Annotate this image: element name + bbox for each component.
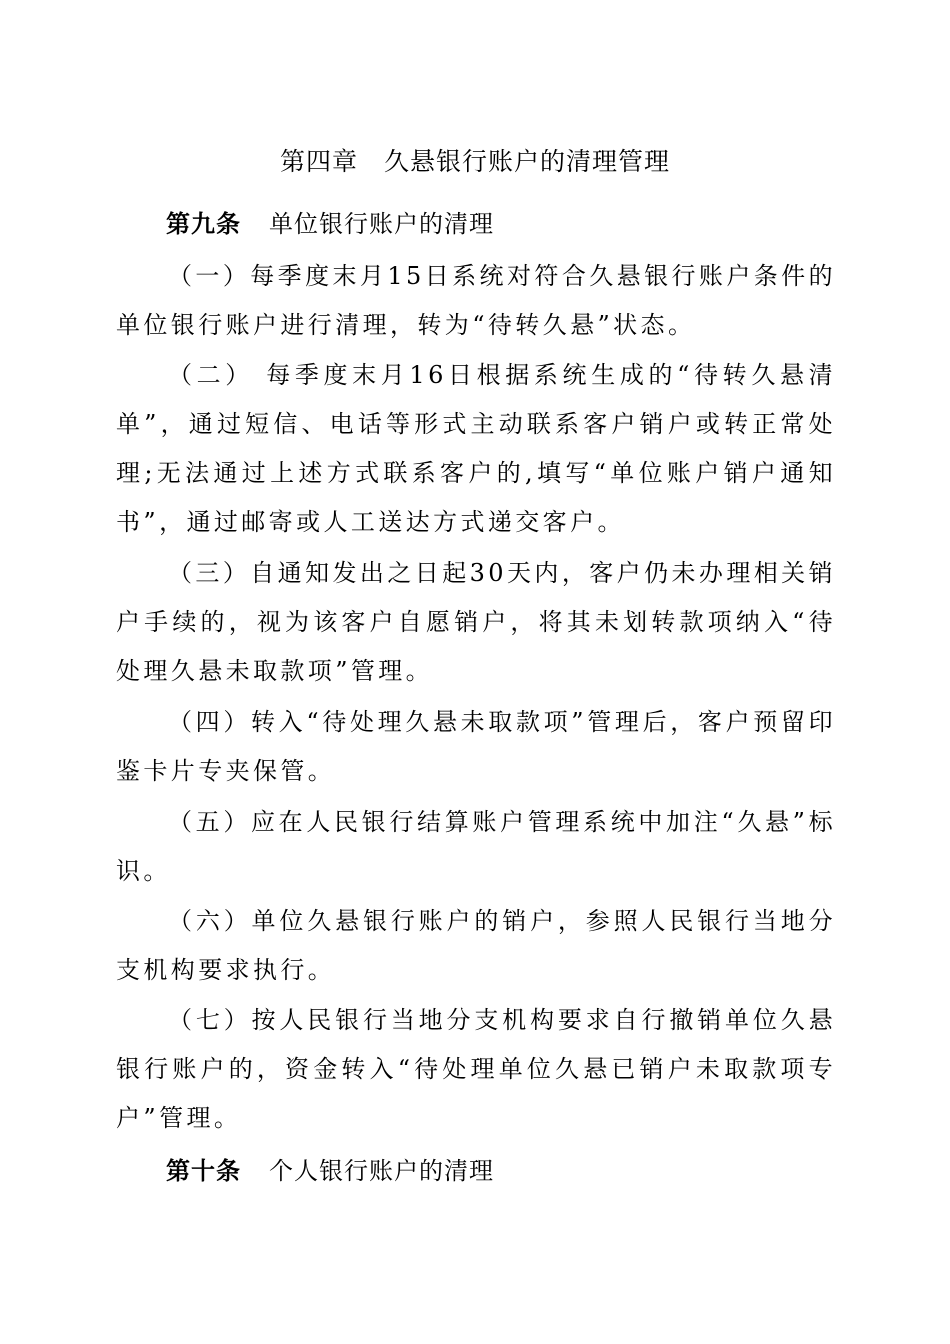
article-number: 第十条 <box>166 1157 241 1185</box>
clause-1: （一）每季度末月15日系统对符合久悬银行账户条件的单位银行账户进行清理，转为“待转久悬”状态。 <box>116 262 836 339</box>
article-topic: 单位银行账户的清理 <box>269 210 494 238</box>
article-heading-10 <box>166 1151 494 1191</box>
clause-4: （四）转入“待处理久悬未取款项”管理后，客户预留印鉴卡片专夹保管。 <box>116 708 836 785</box>
clause-5: （五）应在人民银行结算账户管理系统中加注“久悬”标识。 <box>116 808 836 885</box>
clause-6: （六）单位久悬银行账户的销户，参照人民银行当地分支机构要求执行。 <box>116 907 836 984</box>
article-heading-9 <box>166 204 494 244</box>
chapter-title: 第四章 久悬银行账户的清理管理 <box>279 147 670 176</box>
clause-7: （七）按人民银行当地分支机构要求自行撤销单位久悬银行账户的，资金转入“待处理单位久悬已销户未取款项专户”管理。 <box>116 1006 836 1132</box>
article-number: 第九条 <box>166 210 241 238</box>
clause-3: （三）自通知发出之日起30天内，客户仍未办理相关销户手续的，视为该客户自愿销户，将其未划转款项纳入“待处理久悬未取款项”管理。 <box>116 559 836 685</box>
article-topic: 个人银行账户的清理 <box>269 1157 494 1185</box>
clause-2: （二） 每季度末月16日根据系统生成的“待转久悬清单”，通过短信、电话等形式主动联系客户销户或转正常处理;无法通过上述方式联系客户的,填写“单位账户销户通知书”，通过邮寄或人工送达方式递交客户。 <box>116 361 836 536</box>
